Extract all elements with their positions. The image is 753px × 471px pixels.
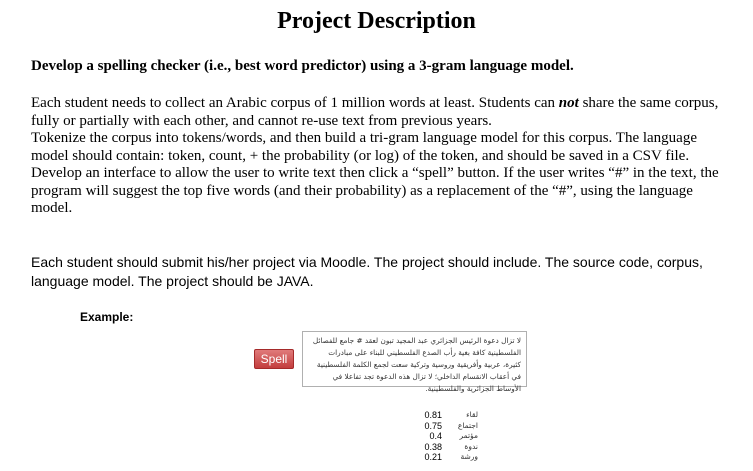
corpus-text-1: Each student needs to collect an Arabic corpus of 1 million words at least. Students can	[31, 95, 559, 111]
suggestion-word: اجتماع	[457, 420, 478, 430]
corpus-text-2: share the same corpus, fully or partially with each other, and cannot re-use text from previous years.	[31, 95, 719, 129]
suggestion-row	[418, 410, 478, 421]
suggestion-row	[418, 452, 478, 463]
suggestion-prob: 0.38	[424, 441, 442, 452]
submission-paragraph: Each student should submit his/her project via Moodle. The project should include. The source code, corpus, language model. The project should be JAVA.	[31, 254, 703, 289]
suggestion-word: ورشة	[460, 452, 478, 461]
interface-text: Develop an interface to allow the user to write text then click a “spell” button. If the user writes “#” in the text, the program will suggest the top five words (and their probability) as a replacement of the “#”, using the language model.	[31, 165, 719, 216]
suggestion-prob: 0.75	[424, 420, 442, 431]
project-subtitle: Develop a spelling checker (i.e., best word predictor) using a 3-gram language model.	[31, 58, 574, 74]
example-label: Example:	[80, 310, 134, 324]
suggestion-prob: 0.21	[424, 452, 442, 462]
arabic-text-input[interactable]: لا تزال دعوة الرئيس الجزائري عبد المجيد تبون لعقد # جامع للفصائل الفلسطينية كافة بغية رأب الصدع الفلسطيني للبناء على مبادرات كثيرة، عربية وأفريقية وروسية وتركية سعت لجمع الكلمة الفلسطينية في أعقاب الانقسام الداخلي؛ لا تزال هذه الدعوة تجد تفاعلا في الأوساط الجزائرية والفلسطينية.	[302, 331, 527, 387]
suggestion-word: لقاء	[466, 410, 478, 419]
suggestion-list	[418, 410, 478, 463]
page-title: Project Description	[277, 8, 476, 34]
suggestion-word: مؤتمر	[459, 431, 478, 440]
suggestion-row	[418, 442, 478, 453]
tokenize-text: Tokenize the corpus into tokens/words, and then build a tri-gram language model for this corpus. The language model should contain: token, count, + the probability (or log) of the token, and should be saved in a CSV file.	[31, 130, 697, 164]
suggestion-row	[418, 421, 478, 432]
suggestion-row	[418, 431, 478, 442]
spell-button[interactable]: Spell	[254, 349, 294, 369]
suggestion-word: ندوة	[464, 441, 478, 451]
not-emphasis: not	[558, 95, 579, 111]
suggestion-prob: 0.81	[424, 410, 442, 420]
suggestion-prob: 0.4	[429, 431, 442, 441]
description-paragraph	[31, 95, 731, 218]
